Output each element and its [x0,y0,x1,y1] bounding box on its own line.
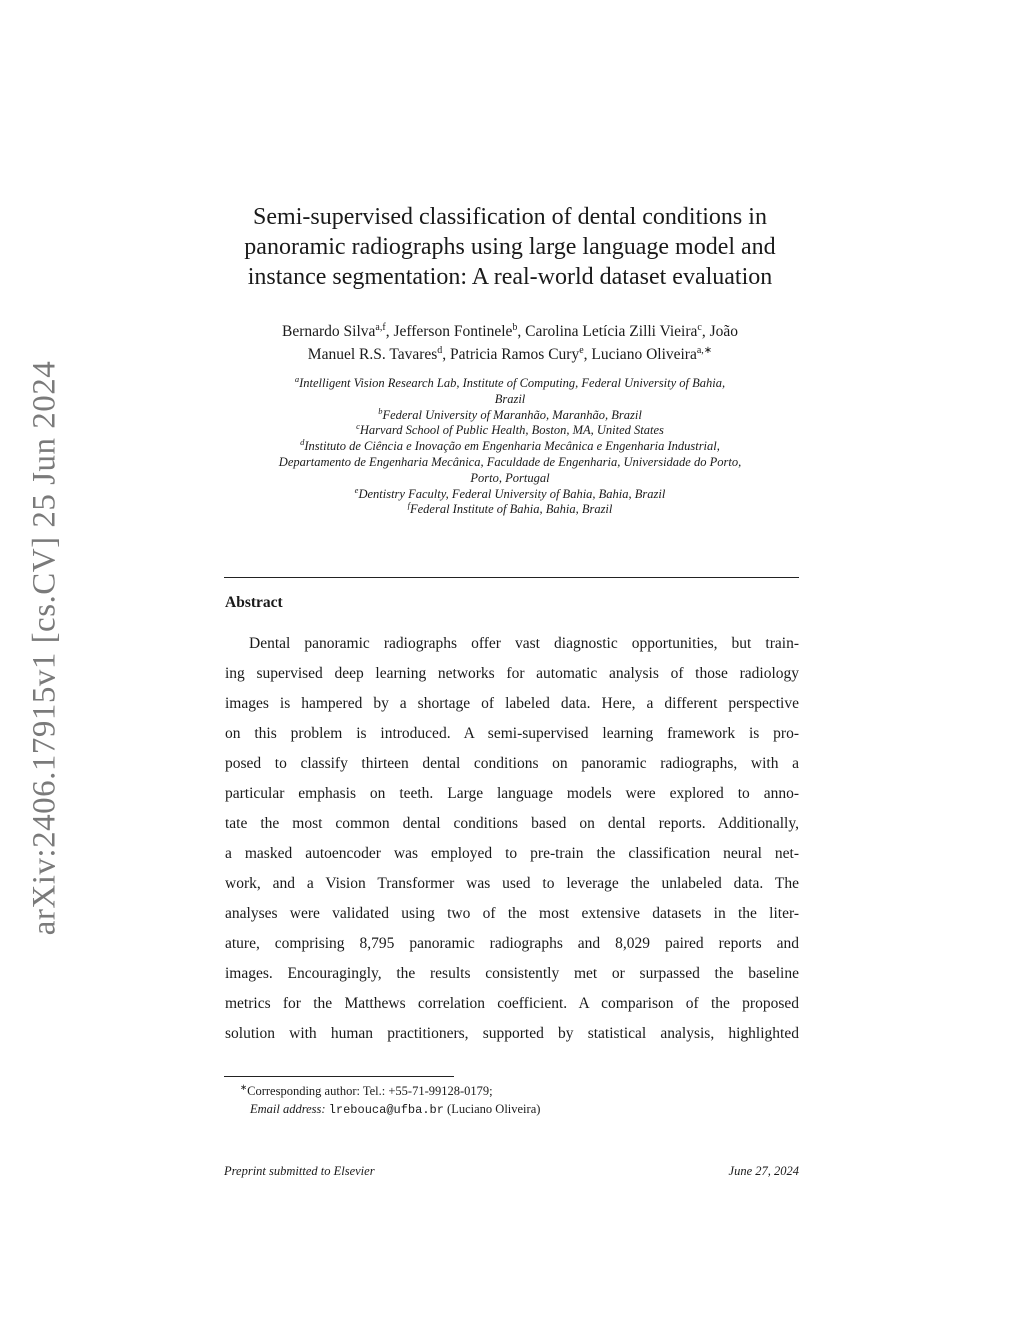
affiliation-d-cont: Departamento de Engenharia Mecânica, Faculdade de Engenharia, Universidade do Porto, [278,454,742,469]
abstract-top-rule [224,577,799,578]
abstract-line: solution with human practitioners, supported by statistical analysis, highlighted [225,1025,799,1042]
abstract-line: images. Encouragingly, the results consistently met or surpassed the baseline [225,965,799,982]
email-label: Email address: [250,1102,326,1116]
affiliation-text: Harvard School of Public Health, Boston, MA, United States [359,423,664,438]
abstract-body [225,632,799,1052]
abstract-line: particular emphasis on teeth. Large language models were explored to anno- [225,785,799,802]
affiliation-text: Federal Institute of Bahia, Bahia, Brazil [409,502,613,517]
abstract-line: ature, comprising 8,795 panoramic radiographs and 8,029 paired reports and [225,935,799,952]
author-affiliation-mark: a,∗ [696,344,713,356]
author-line-2: Manuel R.S. Tavares$^d$, Patricia Ramos Cury$^e$, Luciano Oliveira$^{a,∗}$ [307,344,713,363]
affiliation-b [200,405,820,424]
footnote-corresponding: Corresponding author: Tel.: +55-71-99128-0179; [247,1084,493,1098]
author-affiliation-mark: a,f [375,321,386,333]
preprint-date: June 27, 2024 [728,1164,799,1178]
affiliation-a-cont: Brazil [494,391,526,406]
affiliation-f [200,502,820,518]
title-line: Semi-supervised classification of dental conditions in [253,204,767,230]
abstract-line: metrics for the Matthews correlation coefficient. A comparison of the proposed [225,995,799,1012]
abstract-line: ing supervised deep learning networks for automatic analysis of those radiology [225,665,799,682]
affiliation-d [200,439,820,455]
affiliation-mark: e [354,484,359,495]
footnote-line-1 [240,1082,540,1100]
abstract-line: work, and a Vision Transformer was used to leverage the unlabeled data. The [225,875,799,892]
preprint-notice: Preprint submitted to Elsevier [224,1164,375,1178]
author-line-1: Bernardo Silva$^{a,f}$, Jefferson Fontinele$^b$, Carolina Letícia Zilli Vieira$^c$, João [281,321,738,340]
footnote-line-2 [240,1100,540,1119]
author-name: Luciano Oliveira [591,346,697,363]
affiliation-mark: d [300,437,305,448]
affiliation-d-cont: Porto, Portugal [470,470,550,485]
footnote-mark: ∗ [240,1081,248,1092]
author-list [200,320,820,366]
author-name: João [709,323,738,340]
author-affiliation-mark: e [579,344,584,356]
affiliation-mark: c [356,421,360,432]
abstract-line: on this problem is introduced. A semi-supervised learning framework is pro- [225,725,799,742]
author-name: Bernardo Silva [281,323,376,340]
paper-title [200,202,820,292]
abstract-line: posed to classify thirteen dental conditions on panoramic radiographs, with a [225,755,799,772]
abstract-line: images is hampered by a shortage of labeled data. Here, a different perspective [225,695,799,712]
affiliation-text: Instituto de Ciência e Inovação em Engenharia Mecânica e Engenharia Industrial, [304,439,720,454]
abstract-line: a masked autoencoder was employed to pre-train the classification neural net- [225,845,799,862]
abstract-heading: Abstract [225,594,283,611]
author-name: Jefferson Fontinele [393,323,513,340]
affiliation-mark: a [294,373,300,384]
affiliation-text: Dentistry Faculty, Federal University of Bahia, Bahia, Brazil [358,486,666,501]
affiliation-list [200,373,820,518]
author-name: Patricia Ramos Cury [450,346,580,363]
author-affiliation-mark: b [512,321,518,333]
email-address-link[interactable]: lrebouca@ufba.br [328,1103,444,1117]
author-affiliation-mark: d [437,344,443,356]
affiliation-mark: b [378,405,383,416]
affiliation-text: Federal University of Maranhão, Maranhão, Brazil [382,407,642,422]
author-affiliation-mark: c [697,321,702,333]
affiliation-a [200,373,820,392]
affiliation-text: Intelligent Vision Research Lab, Institute of Computing, Federal University of Bahia, [299,376,726,390]
abstract-line: tate the most common dental conditions based on dental reports. Additionally, [225,815,799,832]
author-name: Carolina Letícia Zilli Vieira [525,323,698,340]
author-name: Manuel R.S. Tavares [307,346,438,363]
affiliation-mark: f [407,500,410,511]
title-line: instance segmentation: A real-world dataset evaluation [247,264,773,290]
corresponding-author-footnote [240,1082,540,1119]
abstract-line: Dental panoramic radiographs offer vast diagnostic opportunities, but train- [249,635,799,652]
affiliation-c [200,423,820,439]
footnote-rule [224,1076,454,1077]
arxiv-identifier-stamp: arXiv:2406.17915v1 [cs.CV] 25 Jun 2024 [26,360,63,936]
title-line: panoramic radiographs using large language model and [244,234,776,260]
affiliation-e [200,484,820,503]
abstract-line: analyses were validated using two of the most extensive datasets in the liter- [225,905,799,922]
email-owner: (Luciano Oliveira) [447,1102,541,1116]
